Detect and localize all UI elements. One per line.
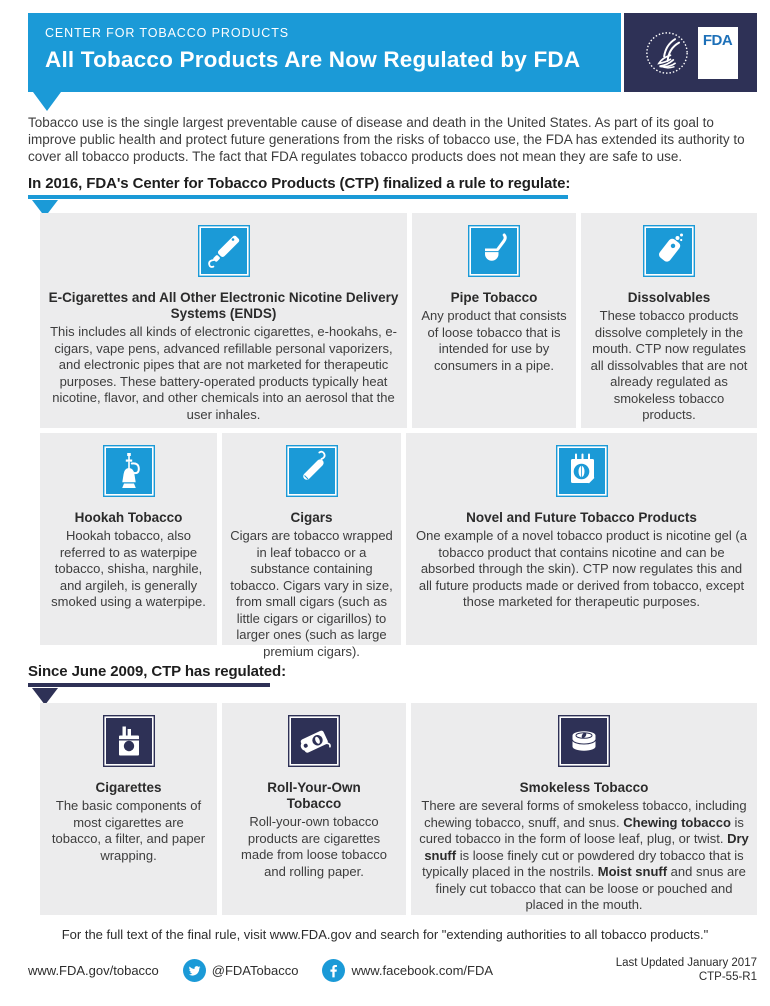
card-body: Any product that consists of loose tobacco that is intended for use by consumers in a pipe.	[421, 308, 567, 373]
card-hookah-tobacco	[40, 433, 217, 645]
card-body: Cigars are tobacco wrapped in leaf tobacco or a substance containing tobacco. Cigars vary in size, from small cigars (such as little cigars or cigarillos) to larger ones (such as large premium cigars).	[230, 528, 393, 659]
cigar-icon	[286, 445, 338, 497]
card-cigars	[222, 433, 401, 659]
page-title: All Tobacco Products Are Now Regulated by FDA	[45, 47, 581, 72]
card-novel-future-products	[406, 433, 757, 645]
calendar-leaf-icon	[556, 445, 608, 497]
rolling-paper-icon	[288, 715, 340, 767]
card-body: One example of a novel tobacco product is nicotine gel (a tobacco product that contains nicotine and can be absorbed through the skin). CTP now regulates this and all future products made or derived from tobacco, except those marketed for therapeutic purposes.	[416, 528, 747, 609]
card-title: Dissolvables	[627, 290, 711, 305]
hhs-eagle-logo-icon	[644, 30, 690, 76]
section-2-row-1	[40, 703, 757, 915]
section-2-underline	[28, 683, 270, 687]
card-body: There are several forms of smokeless tobacco, including chewing tobacco, snuff, and snus. Chewing tobacco is cured tobacco in the form of loose leaf, plug, or twist. Dry snuff is loose finely cut or powdered dry tobacco that is typically placed in the nostrils. Moist snuff and snus are finely cut tobacco that can be loose or pouched and placed in the mouth.	[419, 798, 749, 912]
card-body: Hookah tobacco, also referred to as waterpipe tobacco, shisha, narghile, and argileh, is generally smoked using a waterpipe.	[51, 528, 206, 609]
card-title: Hookah Tobacco	[74, 510, 183, 525]
card-smokeless-tobacco	[411, 703, 757, 915]
header-banner	[28, 13, 621, 92]
section-1-heading: In 2016, FDA's Center for Tobacco Products (CTP) finalized a rule to regulate:	[28, 175, 571, 192]
header-pointer-triangle	[33, 92, 61, 111]
last-updated: Last Updated January 2017	[615, 957, 757, 969]
card-body: These tobacco products dissolve completely in the mouth. CTP now regulates all dissolvables that are not already regulated as smokeless tobacco products.	[590, 308, 748, 422]
twitter-icon[interactable]	[183, 959, 206, 982]
facebook-icon[interactable]	[322, 959, 345, 982]
card-body: This includes all kinds of electronic cigarettes, e-hookahs, e-cigars, vape pens, advanced refillable personal vaporizers, and electronic pipes that are not marketed for therapeutic purposes. These battery-operated products typically heat nicotine, flavor, and other chemicals into an aerosol that the user inhales.	[50, 324, 397, 422]
smokeless-tin-icon	[558, 715, 610, 767]
card-title: Pipe Tobacco	[450, 290, 538, 305]
cigarette-pack-icon	[103, 715, 155, 767]
twitter-link-group	[183, 959, 299, 982]
header	[28, 13, 757, 92]
pipe-icon	[468, 225, 520, 277]
card-cigarettes	[40, 703, 217, 915]
section-2-heading-block	[28, 663, 286, 687]
card-title: Roll-Your-Own Tobacco	[267, 780, 361, 811]
document-stamp	[616, 956, 757, 984]
card-title: Novel and Future Tobacco Products	[466, 510, 697, 525]
card-e-cigarettes	[40, 213, 407, 428]
facebook-url[interactable]: www.facebook.com/FDA	[351, 962, 494, 978]
fda-logo-text: FDA	[702, 31, 733, 49]
card-pipe-tobacco	[412, 213, 576, 428]
section-1-heading-block	[28, 175, 570, 199]
footer-bar	[28, 950, 757, 990]
section-2-heading: Since June 2009, CTP has regulated:	[28, 663, 286, 680]
section-1-underline	[28, 195, 568, 199]
e-cigarette-icon	[198, 225, 250, 277]
card-title: Cigarettes	[95, 780, 162, 795]
doc-id: CTP-55-R1	[698, 971, 757, 983]
intro-paragraph: Tobacco use is the single largest preventable cause of disease and death in the United States. As part of its goal to improve public health and protect future generations from the risks of tobacco use, the FDA has extended its authority to cover all tobacco products. The fact that FDA regulates tobacco products does not mean they are safe to use.	[28, 115, 745, 164]
twitter-handle[interactable]: @FDATobacco	[211, 962, 299, 978]
card-body: The basic components of most cigarettes are tobacco, a filter, and paper wrapping.	[51, 798, 206, 863]
header-kicker: CENTER FOR TOBACCO PRODUCTS	[45, 26, 289, 40]
logo-box	[624, 13, 757, 92]
dissolvables-icon	[643, 225, 695, 277]
card-roll-your-own	[222, 703, 406, 915]
card-title: E-Cigarettes and All Other Electronic Nicotine Delivery Systems (ENDS)	[48, 290, 399, 321]
facebook-link-group	[322, 959, 493, 982]
fda-logo	[698, 27, 738, 79]
section-1-row-2	[40, 433, 757, 659]
final-rule-note: For the full text of the final rule, visit www.FDA.gov and search for "extending authorities to all tobacco products."	[61, 927, 709, 942]
card-title: Cigars	[290, 510, 333, 525]
card-title: Smokeless Tobacco	[519, 780, 649, 795]
card-dissolvables	[581, 213, 757, 428]
card-body: Roll-your-own tobacco products are cigarettes made from loose tobacco and rolling paper.	[241, 814, 387, 879]
fda-tobacco-url[interactable]: www.FDA.gov/tobacco	[28, 962, 159, 978]
hookah-icon	[103, 445, 155, 497]
section-1-row-1	[40, 213, 757, 428]
